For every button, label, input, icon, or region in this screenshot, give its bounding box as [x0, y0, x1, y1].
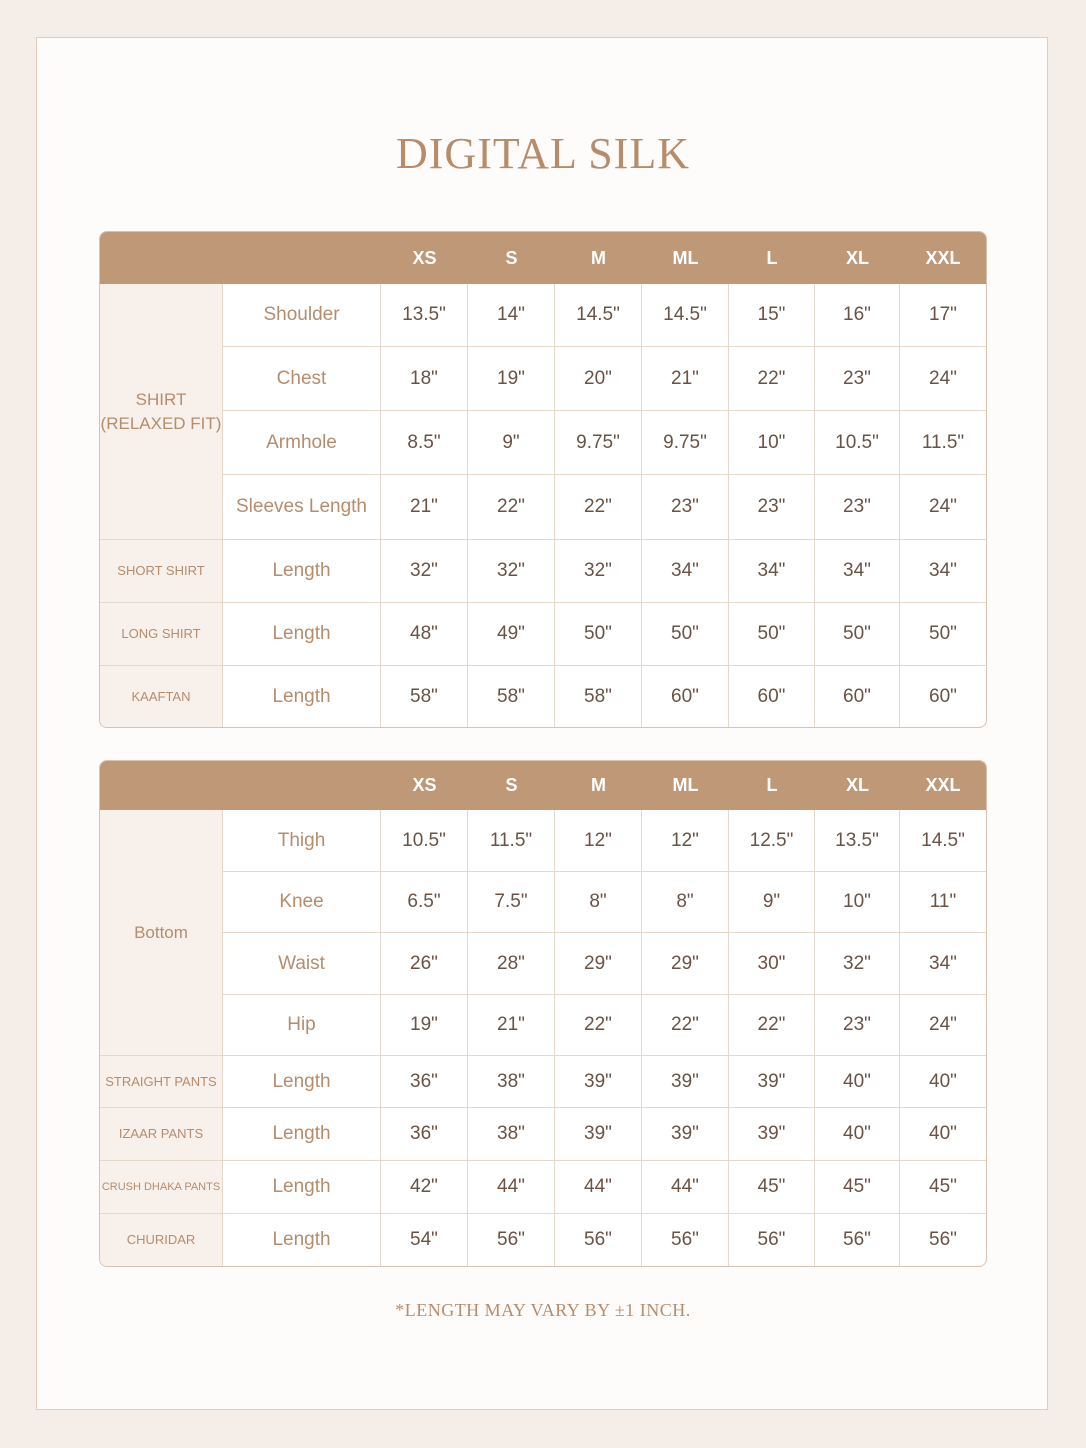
table-row [100, 347, 986, 411]
measurement-label: Length [223, 540, 381, 603]
size-value: 29" [555, 933, 642, 995]
measurement-label: Thigh [223, 810, 381, 872]
group-label: SHIRT (RELAXED FIT) [100, 284, 223, 540]
size-value: 22" [468, 475, 555, 540]
size-value: 45" [815, 1161, 900, 1214]
size-value: 45" [729, 1161, 815, 1214]
size-value: 49" [468, 603, 555, 666]
size-value: 56" [729, 1214, 815, 1266]
size-header: XS [381, 232, 468, 284]
size-value: 39" [729, 1108, 815, 1161]
table-row [100, 603, 986, 666]
size-value: 54" [381, 1214, 468, 1266]
size-value: 48" [381, 603, 468, 666]
size-header: S [468, 232, 555, 284]
table-row [100, 411, 986, 475]
measurement-label: Length [223, 1056, 381, 1108]
size-value: 12" [642, 810, 729, 872]
size-value: 44" [642, 1161, 729, 1214]
size-value: 40" [815, 1056, 900, 1108]
size-value: 20" [555, 347, 642, 411]
size-header: XL [815, 761, 900, 810]
size-value: 8.5" [381, 411, 468, 475]
size-value: 56" [642, 1214, 729, 1266]
table-row [100, 933, 986, 995]
size-value: 39" [555, 1056, 642, 1108]
measurement-label: Length [223, 603, 381, 666]
size-value: 16" [815, 284, 900, 347]
size-value: 21" [468, 995, 555, 1056]
size-value: 34" [815, 540, 900, 603]
size-value: 40" [900, 1056, 986, 1108]
table-row [100, 1161, 986, 1214]
size-value: 23" [815, 347, 900, 411]
size-value: 17" [900, 284, 986, 347]
measurement-label: Length [223, 1108, 381, 1161]
size-value: 24" [900, 995, 986, 1056]
table-row [100, 475, 986, 540]
size-value: 19" [468, 347, 555, 411]
size-value: 40" [815, 1108, 900, 1161]
size-value: 13.5" [381, 284, 468, 347]
size-value: 45" [900, 1161, 986, 1214]
table-row [100, 995, 986, 1056]
size-value: 24" [900, 475, 986, 540]
size-header: XL [815, 232, 900, 284]
table-row [100, 284, 986, 347]
size-value: 39" [642, 1056, 729, 1108]
size-value: 14.5" [555, 284, 642, 347]
measurement-label: Chest [223, 347, 381, 411]
size-header: L [729, 761, 815, 810]
size-value: 44" [468, 1161, 555, 1214]
measurement-label: Length [223, 1161, 381, 1214]
size-header: XS [381, 761, 468, 810]
size-header: ML [642, 761, 729, 810]
size-value: 58" [381, 666, 468, 727]
size-value: 50" [900, 603, 986, 666]
size-value: 23" [642, 475, 729, 540]
size-value: 14.5" [642, 284, 729, 347]
measurement-label: Armhole [223, 411, 381, 475]
size-value: 14" [468, 284, 555, 347]
size-value: 34" [642, 540, 729, 603]
size-value: 28" [468, 933, 555, 995]
size-value: 22" [729, 347, 815, 411]
size-value: 22" [729, 995, 815, 1056]
size-value: 7.5" [468, 872, 555, 933]
size-value: 56" [468, 1214, 555, 1266]
size-value: 23" [815, 995, 900, 1056]
size-value: 9" [729, 872, 815, 933]
size-value: 22" [555, 995, 642, 1056]
footnote: *LENGTH MAY VARY BY ±1 INCH. [395, 1300, 691, 1320]
size-value: 34" [900, 540, 986, 603]
size-value: 8" [642, 872, 729, 933]
group-label: CRUSH DHAKA PANTS [100, 1161, 223, 1214]
size-value: 10" [815, 872, 900, 933]
size-value: 32" [555, 540, 642, 603]
group-label: LONG SHIRT [100, 603, 223, 666]
size-value: 60" [729, 666, 815, 727]
size-value: 26" [381, 933, 468, 995]
size-value: 12" [555, 810, 642, 872]
size-value: 39" [729, 1056, 815, 1108]
size-header: XXL [900, 232, 986, 284]
size-value: 36" [381, 1108, 468, 1161]
size-value: 23" [815, 475, 900, 540]
table-row [100, 872, 986, 933]
size-value: 21" [642, 347, 729, 411]
group-label: CHURIDAR [100, 1214, 223, 1266]
size-value: 38" [468, 1056, 555, 1108]
size-value: 40" [900, 1108, 986, 1161]
size-header: M [555, 232, 642, 284]
measurement-label: Length [223, 666, 381, 727]
size-header-row [100, 232, 986, 284]
size-header: XXL [900, 761, 986, 810]
size-header-row [100, 761, 986, 810]
size-value: 21" [381, 475, 468, 540]
size-value: 39" [642, 1108, 729, 1161]
size-value: 11" [900, 872, 986, 933]
size-value: 58" [555, 666, 642, 727]
size-value: 22" [642, 995, 729, 1056]
size-value: 32" [381, 540, 468, 603]
size-value: 13.5" [815, 810, 900, 872]
size-header: ML [642, 232, 729, 284]
size-value: 56" [555, 1214, 642, 1266]
size-value: 9.75" [555, 411, 642, 475]
size-value: 10.5" [381, 810, 468, 872]
table-row [100, 1056, 986, 1108]
size-value: 36" [381, 1056, 468, 1108]
table-row [100, 666, 986, 727]
size-value: 9" [468, 411, 555, 475]
measurement-label: Hip [223, 995, 381, 1056]
page-title: DIGITAL SILK [395, 129, 690, 178]
size-value: 60" [642, 666, 729, 727]
size-value: 15" [729, 284, 815, 347]
size-value: 22" [555, 475, 642, 540]
size-value: 38" [468, 1108, 555, 1161]
size-value: 34" [729, 540, 815, 603]
size-value: 58" [468, 666, 555, 727]
size-value: 10.5" [815, 411, 900, 475]
measurement-label: Length [223, 1214, 381, 1266]
size-header: S [468, 761, 555, 810]
size-header: M [555, 761, 642, 810]
group-label: IZAAR PANTS [100, 1108, 223, 1161]
size-value: 29" [642, 933, 729, 995]
table-row [100, 540, 986, 603]
size-value: 8" [555, 872, 642, 933]
size-value: 10" [729, 411, 815, 475]
size-value: 18" [381, 347, 468, 411]
size-value: 30" [729, 933, 815, 995]
size-value: 32" [468, 540, 555, 603]
measurement-label: Knee [223, 872, 381, 933]
bottom-size-table [99, 760, 987, 1267]
table-row [100, 1214, 986, 1266]
group-label: KAAFTAN [100, 666, 223, 727]
size-header: L [729, 232, 815, 284]
size-value: 50" [815, 603, 900, 666]
measurement-label: Sleeves Length [223, 475, 381, 540]
size-value: 39" [555, 1108, 642, 1161]
size-value: 32" [815, 933, 900, 995]
size-value: 60" [815, 666, 900, 727]
size-value: 42" [381, 1161, 468, 1214]
size-value: 11.5" [900, 411, 986, 475]
size-value: 12.5" [729, 810, 815, 872]
group-label: STRAIGHT PANTS [100, 1056, 223, 1108]
measurement-label: Waist [223, 933, 381, 995]
size-value: 19" [381, 995, 468, 1056]
table-row [100, 810, 986, 872]
header-blank [100, 761, 381, 810]
size-value: 11.5" [468, 810, 555, 872]
group-label: SHORT SHIRT [100, 540, 223, 603]
size-value: 6.5" [381, 872, 468, 933]
size-value: 56" [815, 1214, 900, 1266]
measurement-label: Shoulder [223, 284, 381, 347]
size-value: 56" [929, 1229, 957, 1250]
shirt-size-table [99, 231, 987, 728]
size-value: 23" [729, 475, 815, 540]
size-value: 24" [900, 347, 986, 411]
size-value: 50" [729, 603, 815, 666]
group-label: Bottom [100, 810, 223, 1056]
size-value: 50" [555, 603, 642, 666]
size-value: 9.75" [642, 411, 729, 475]
table-row [100, 1108, 986, 1161]
size-value: 60" [929, 685, 957, 707]
size-value: 44" [555, 1161, 642, 1214]
header-blank [100, 232, 381, 284]
size-value: 34" [900, 933, 986, 995]
size-value: 50" [642, 603, 729, 666]
size-value: 14.5" [900, 810, 986, 872]
